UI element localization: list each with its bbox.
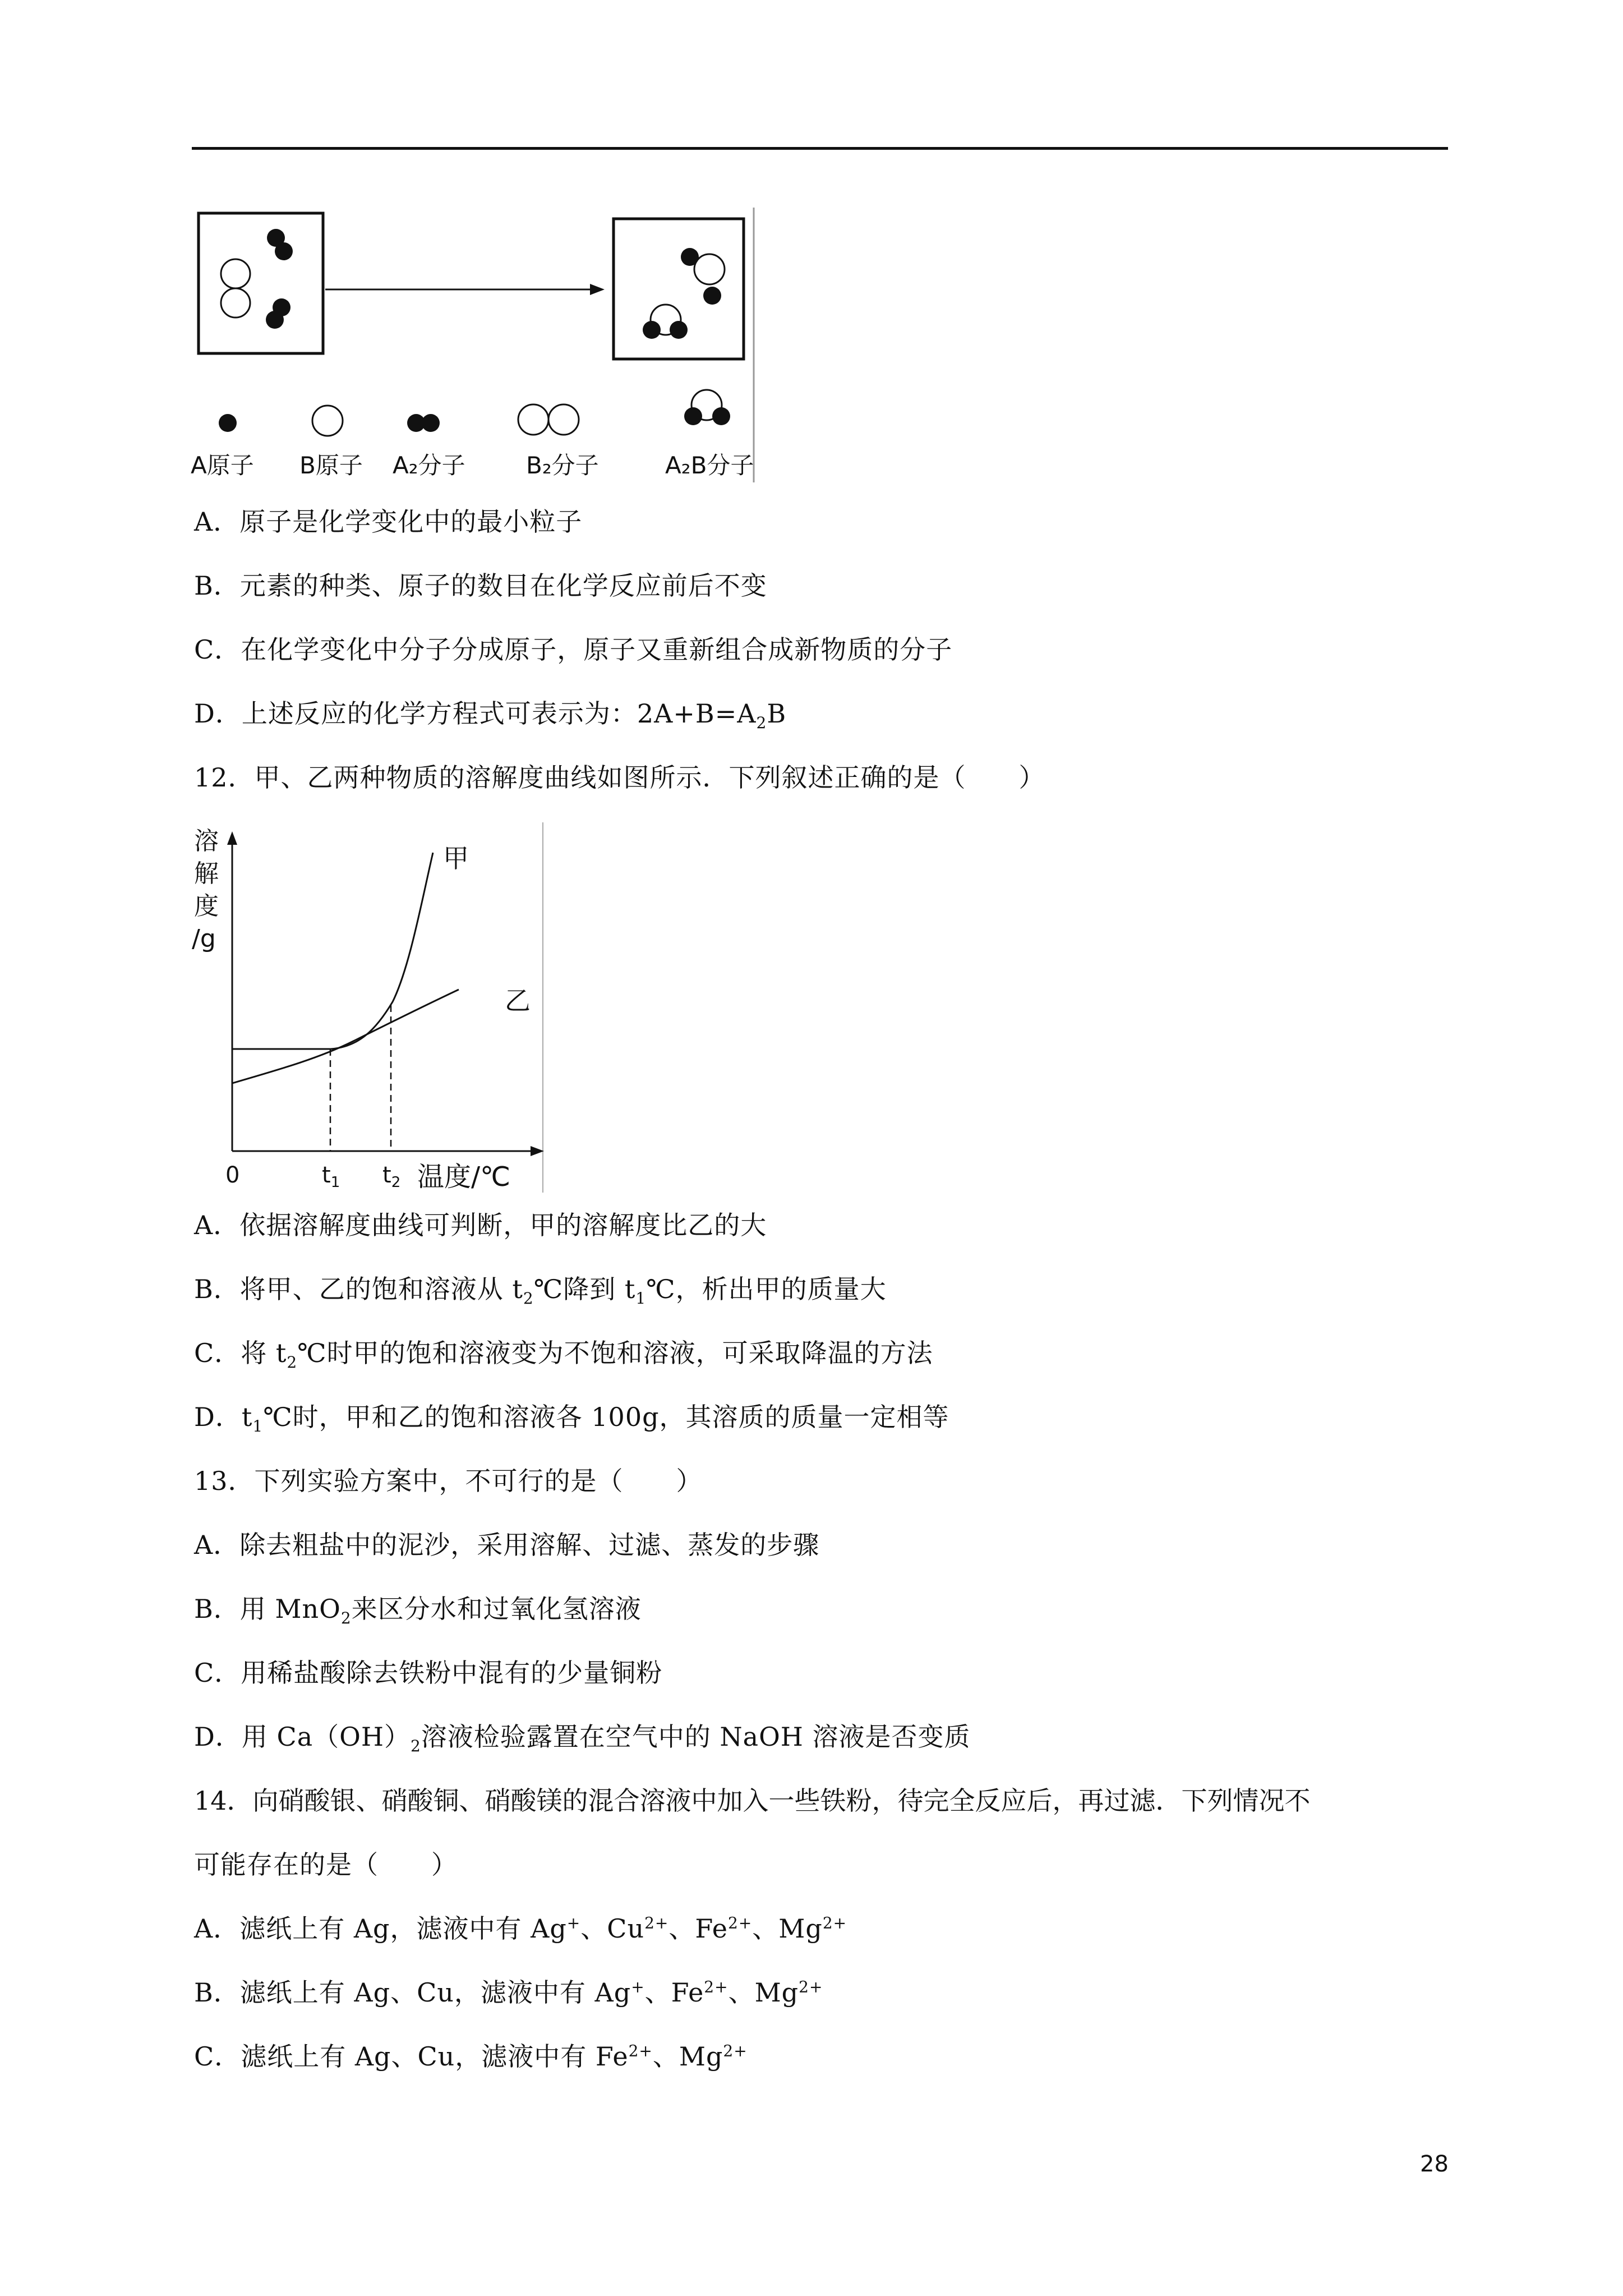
q11-option-a: A．原子是化学变化中的最小粒子 — [194, 507, 583, 537]
q11-option-c: C．在化学变化中分子分成原子，原子又重新组合成新物质的分子 — [194, 634, 953, 665]
solubility-chart — [191, 822, 550, 1193]
q12-stem: 12．甲、乙两种物质的溶解度曲线如图所示．下列叙述正确的是（ ） — [194, 762, 1045, 793]
q12-option-d: D．$t_1℃$时，甲和乙的饱和溶液各 100g，其溶质的质量一定相等 — [194, 1402, 949, 1436]
reaction-diagram — [191, 208, 763, 482]
q12-option-c: C．将 $t_2℃$时甲的饱和溶液变为不饱和溶液，可采取降温的方法 — [194, 1338, 933, 1372]
q13-option-d: D．用 $Ca(OH)_2$溶液检验露置在空气中的 NaOH 溶液是否变质 — [194, 1722, 971, 1756]
y-axis-label-4: /g — [192, 924, 216, 953]
q14-stem-line-1: 14．向硝酸银、硝酸铜、硝酸镁的混合溶液中加入一些铁粉，待完全反应后，再过滤．下列情况不 — [194, 1786, 1311, 1816]
q14-option-a: A．滤纸上有 Ag，滤液中有 Ag+、$Cu^{2+}$、$Fe^{2+}$、$Mg^{2+}$ — [194, 1913, 847, 1944]
legend-a2b-molecule: A₂B分子 — [665, 452, 754, 479]
legend-b-atom: B原子 — [299, 452, 363, 479]
q14-option-c: C．滤纸上有 Ag、Cu，滤液中有 $Fe^{2+}$、$Mg^{2+}$ — [194, 2041, 748, 2072]
q11-option-b: B．元素的种类、原子的数目在化学反应前后不变 — [194, 570, 767, 601]
y-axis-label-2: 解 — [194, 859, 219, 888]
y-axis-label-3: 度 — [194, 892, 219, 921]
q13-stem: 13．下列实验方案中，不可行的是（ ） — [194, 1466, 703, 1496]
x-axis-label: 温度/℃ — [417, 1161, 511, 1193]
series-yi-curve — [232, 990, 459, 1083]
q12-option-a: A．依据溶解度曲线可判断，甲的溶解度比乙的大 — [194, 1210, 767, 1240]
legend-a-atom: A原子 — [191, 452, 254, 479]
header-rule — [192, 147, 1448, 150]
q13-option-b: B．用 MnO$_2$来区分水和过氧化氢溶液 — [194, 1594, 642, 1628]
q12-option-b: B．将甲、乙的饱和溶液从 $t_2℃$降到 $t_1℃$，析出甲的质量大 — [194, 1274, 887, 1308]
reactant-box — [199, 213, 323, 353]
q13-option-a: A．除去粗盐中的泥沙，采用溶解、过滤、蒸发的步骤 — [194, 1530, 820, 1560]
q14-option-b: B．滤纸上有 Ag、Cu，滤液中有 Ag+、$Fe^{2+}$、$Mg^{2+}$ — [194, 1977, 823, 2008]
t1-tick-label: $t_1$ — [322, 1162, 340, 1191]
q13-option-c: C．用稀盐酸除去铁粉中混有的少量铜粉 — [194, 1658, 663, 1688]
series-jia-curve — [232, 853, 433, 1049]
series-yi-label: 乙 — [505, 986, 531, 1016]
q14-stem-line-2: 可能存在的是（ ） — [194, 1849, 458, 1880]
page-number: 28 — [1420, 2151, 1449, 2177]
legend-a2-molecule: A₂分子 — [393, 452, 465, 479]
y-axis-label-1: 溶 — [194, 827, 219, 855]
origin-label: 0 — [225, 1162, 240, 1188]
t2-tick-label: $t_2$ — [382, 1162, 401, 1191]
series-jia-label: 甲 — [443, 843, 469, 873]
q11-option-d: D．上述反应的化学方程式可表示为：$2A+B=A_2B$ — [194, 698, 787, 733]
legend-b2-molecule: B₂分子 — [526, 452, 599, 479]
